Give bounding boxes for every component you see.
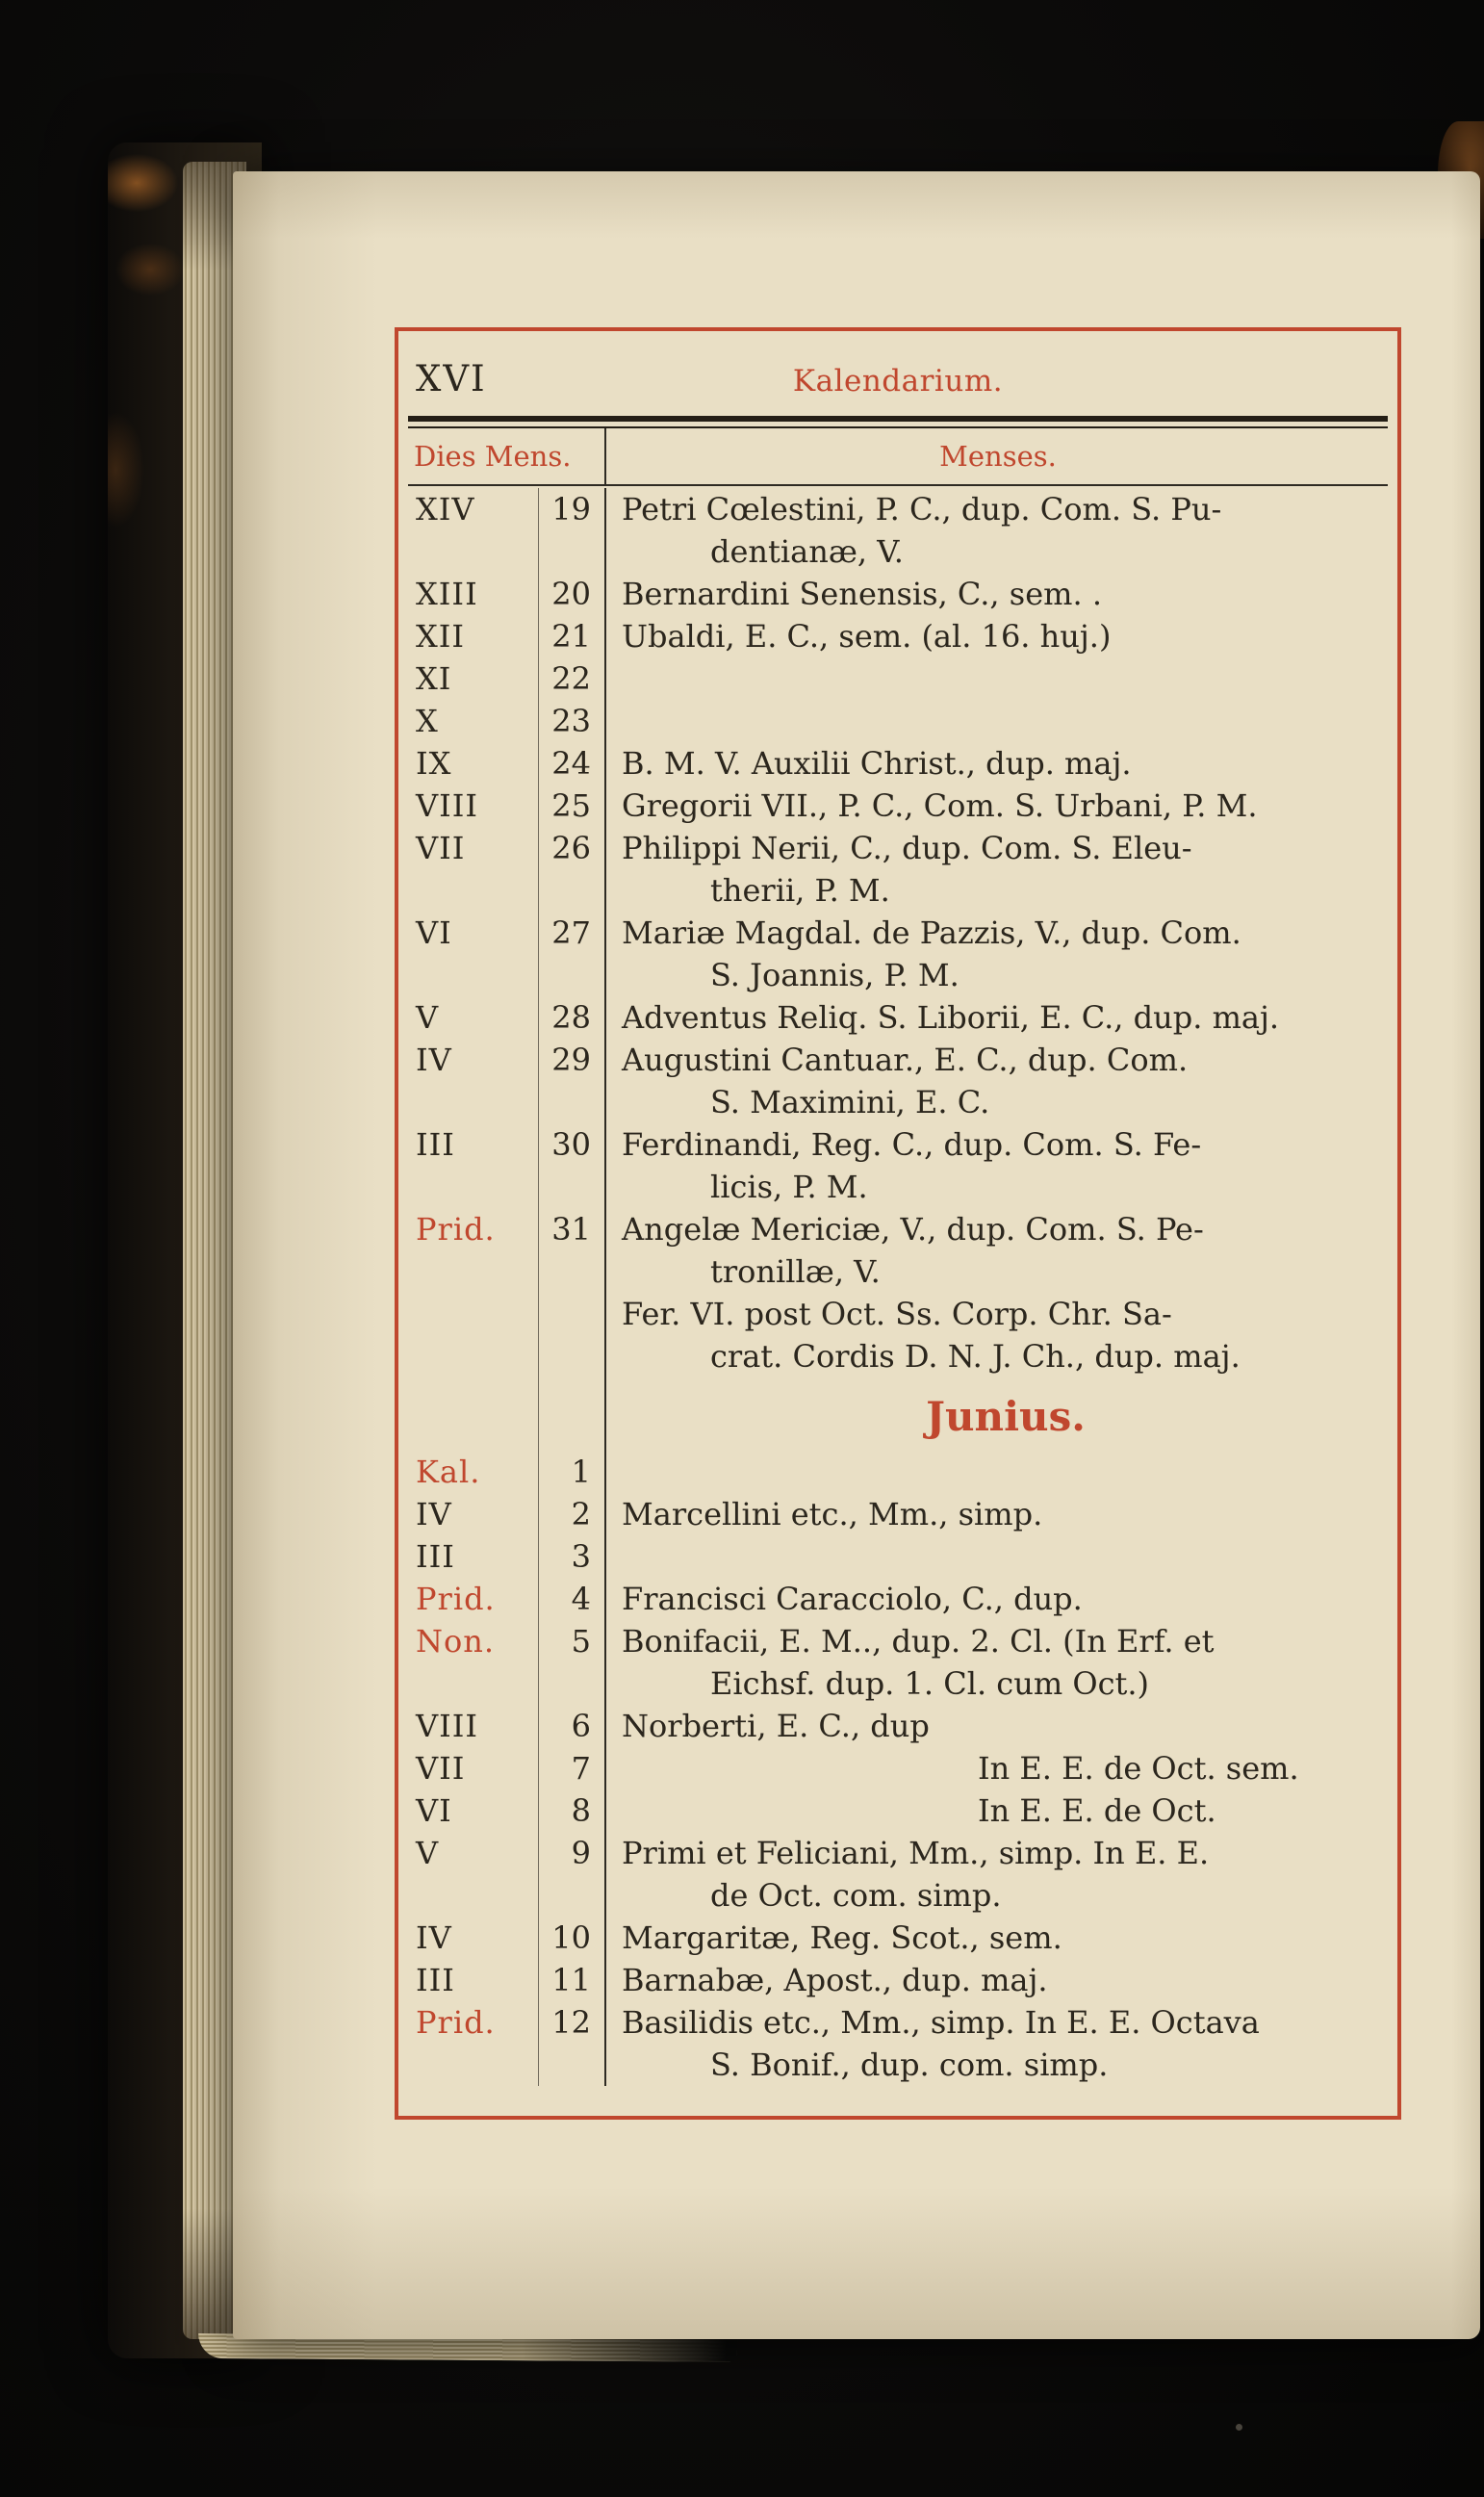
book-page — [233, 171, 1480, 2339]
entry-line: Bonifacii, E. M.., dup. 2. Cl. (In Erf. et — [622, 1623, 1215, 1660]
date-number: 20 — [551, 576, 591, 612]
entry-cell — [606, 827, 1390, 912]
day-label: VI — [416, 914, 452, 951]
entry-line: de Oct. com. simp. — [710, 1877, 1002, 1914]
date-number: 8 — [571, 1792, 591, 1829]
date-cell — [539, 488, 606, 573]
entry-cell — [606, 912, 1390, 996]
date-cell — [539, 827, 606, 912]
day-label-cell — [406, 1493, 539, 1535]
date-number: 3 — [571, 1538, 591, 1575]
date-number: 25 — [551, 787, 591, 824]
day-label-cell — [406, 1959, 539, 2001]
day-label-cell — [406, 488, 539, 573]
date-cell — [539, 1377, 606, 1451]
date-number: 23 — [551, 703, 591, 739]
date-number: 9 — [571, 1835, 591, 1871]
entry-cell — [606, 1377, 1390, 1451]
day-label-cell — [406, 785, 539, 827]
entry-cell — [606, 2001, 1390, 2086]
date-number: 6 — [571, 1708, 591, 1744]
entry-cell — [606, 1578, 1390, 1620]
entry-line: Philippi Nerii, C., dup. Com. S. Eleu- — [622, 830, 1192, 866]
date-number: 5 — [571, 1623, 591, 1660]
entry-line: Gregorii VII., P. C., Com. S. Urbani, P. M. — [622, 787, 1258, 824]
entry-line: Ubaldi, E. C., sem. (al. 16. huj.) — [622, 618, 1112, 655]
entry-line: Mariæ Magdal. de Pazzis, V., dup. Com. — [622, 914, 1241, 951]
date-number: 28 — [551, 999, 591, 1036]
day-label: VIII — [416, 787, 479, 824]
day-label: IX — [416, 745, 452, 782]
entry-line: Petri Cœlestini, P. C., dup. Com. S. Pu- — [622, 491, 1222, 528]
entry-cell — [606, 1747, 1390, 1789]
entry-cell — [606, 1293, 1390, 1377]
entry-cell — [606, 1123, 1390, 1208]
day-label-cell — [406, 1578, 539, 1620]
day-label: XIII — [416, 576, 478, 612]
date-number: 2 — [571, 1496, 591, 1532]
day-label: V — [416, 999, 440, 1036]
day-label: VIII — [416, 1708, 479, 1744]
day-label-cell — [406, 912, 539, 996]
entry-line: Norberti, E. C., dup — [622, 1708, 930, 1744]
date-cell — [539, 912, 606, 996]
date-cell — [539, 1917, 606, 1959]
day-label-cell — [406, 1620, 539, 1705]
date-cell — [539, 1493, 606, 1535]
page-number: XVI — [416, 358, 487, 399]
day-label-cell — [406, 573, 539, 615]
page-header — [406, 354, 1390, 414]
entry-cell — [606, 615, 1390, 657]
entry-line: Ferdinandi, Reg. C., dup. Com. S. Fe- — [622, 1126, 1202, 1163]
entry-line: Margaritæ, Reg. Scot., sem. — [622, 1919, 1062, 1956]
entry-cell — [606, 1620, 1390, 1705]
date-cell — [539, 1039, 606, 1123]
day-label: X — [416, 703, 439, 739]
day-label-cell — [406, 1789, 539, 1832]
running-title: Kalendarium. — [792, 364, 1004, 399]
date-cell — [539, 1959, 606, 2001]
date-cell — [539, 1293, 606, 1377]
entry-line: crat. Cordis D. N. J. Ch., dup. maj. — [710, 1338, 1241, 1375]
day-label-cell — [406, 996, 539, 1039]
date-cell — [539, 1620, 606, 1705]
day-label-cell — [406, 827, 539, 912]
entry-cell — [606, 1705, 1390, 1747]
entry-cell — [606, 488, 1390, 573]
day-label-cell — [406, 657, 539, 700]
day-label-cell — [406, 742, 539, 785]
day-label: VI — [416, 1792, 452, 1829]
date-cell — [539, 573, 606, 615]
entry-line: Fer. VI. post Oct. Ss. Corp. Chr. Sa- — [622, 1296, 1172, 1332]
date-number: 19 — [551, 491, 591, 528]
date-number: 24 — [551, 745, 591, 782]
entry-line: Bernardini Senensis, C., sem. . — [622, 576, 1102, 612]
date-cell — [539, 1123, 606, 1208]
day-label: Prid. — [416, 1581, 496, 1617]
entry-line: Francisci Caracciolo, C., dup. — [622, 1581, 1083, 1617]
entry-line: B. M. V. Auxilii Christ., dup. maj. — [622, 745, 1132, 782]
entry-cell — [606, 1917, 1390, 1959]
dies-mens-header: Dies Mens. — [406, 428, 606, 484]
day-label: IV — [416, 1042, 452, 1078]
entry-cell — [606, 1039, 1390, 1123]
date-cell — [539, 700, 606, 742]
day-label: Non. — [416, 1623, 496, 1660]
day-label-cell — [406, 2001, 539, 2086]
date-cell — [539, 2001, 606, 2086]
header-rule — [408, 484, 1388, 486]
entry-cell — [606, 1959, 1390, 2001]
entry-cell — [606, 1451, 1390, 1493]
entry-line: S. Maximini, E. C. — [710, 1084, 990, 1120]
date-cell — [539, 1208, 606, 1293]
menses-header: Menses. — [939, 440, 1057, 473]
day-label-cell — [406, 1208, 539, 1293]
entry-cell — [606, 657, 1390, 700]
date-cell — [539, 657, 606, 700]
date-number: 29 — [551, 1042, 591, 1078]
date-number: 27 — [551, 914, 591, 951]
date-number: 10 — [551, 1919, 591, 1956]
date-number: 11 — [551, 1962, 591, 1998]
day-label: XIV — [416, 491, 475, 528]
entry-line: dentianæ, V. — [710, 533, 904, 570]
day-label-cell — [406, 700, 539, 742]
month-heading: Junius. — [926, 1393, 1086, 1440]
date-number: 30 — [551, 1126, 591, 1163]
date-cell — [539, 1578, 606, 1620]
entry-cell — [606, 785, 1390, 827]
entry-line: Augustini Cantuar., E. C., dup. Com. — [622, 1042, 1189, 1078]
day-label-cell — [406, 1293, 539, 1377]
date-number: 26 — [551, 830, 591, 866]
entry-line: S. Bonif., dup. com. simp. — [710, 2047, 1109, 2083]
day-label: III — [416, 1538, 455, 1575]
date-number: 22 — [551, 660, 591, 697]
date-number: 21 — [551, 618, 591, 655]
entry-cell — [606, 1535, 1390, 1578]
day-label-cell — [406, 1747, 539, 1789]
day-label: III — [416, 1962, 455, 1998]
day-label-cell — [406, 615, 539, 657]
day-label-cell — [406, 1917, 539, 1959]
day-label-cell — [406, 1705, 539, 1747]
entry-line: Primi et Feliciani, Mm., simp. In E. E. — [622, 1835, 1210, 1871]
date-cell — [539, 1789, 606, 1832]
day-label: Kal. — [416, 1454, 481, 1490]
day-label: VII — [416, 1750, 466, 1787]
date-cell — [539, 742, 606, 785]
date-number: 12 — [551, 2004, 591, 2041]
entry-line: In E. E. de Oct. sem. — [978, 1750, 1299, 1787]
entry-line: Eichsf. dup. 1. Cl. cum Oct.) — [710, 1665, 1149, 1702]
entry-line: In E. E. de Oct. — [978, 1792, 1216, 1829]
entry-line: Adventus Reliq. S. Liborii, E. C., dup. maj. — [622, 999, 1280, 1036]
entry-cell — [606, 573, 1390, 615]
day-label-cell — [406, 1039, 539, 1123]
entry-line: S. Joannis, P. M. — [710, 957, 959, 993]
date-cell — [539, 1535, 606, 1578]
printed-frame — [395, 327, 1401, 2120]
entry-cell — [606, 700, 1390, 742]
entry-line: Angelæ Mericiæ, V., dup. Com. S. Pe- — [622, 1211, 1204, 1248]
entry-cell — [606, 1832, 1390, 1917]
date-number: 31 — [551, 1211, 591, 1248]
day-label: Prid. — [416, 2004, 496, 2041]
entry-cell — [606, 742, 1390, 785]
day-label: IV — [416, 1496, 452, 1532]
dust-speck — [1236, 2424, 1242, 2431]
day-label-cell — [406, 1123, 539, 1208]
day-label-cell — [406, 1377, 539, 1451]
day-label: V — [416, 1835, 440, 1871]
date-cell — [539, 996, 606, 1039]
date-cell — [539, 1451, 606, 1493]
entry-line: therii, P. M. — [710, 872, 890, 909]
entry-cell — [606, 1493, 1390, 1535]
day-label-cell — [406, 1832, 539, 1917]
date-number: 4 — [571, 1581, 591, 1617]
day-label-cell — [406, 1451, 539, 1493]
entry-cell — [606, 1789, 1390, 1832]
entry-line: Basilidis etc., Mm., simp. In E. E. Octava — [622, 2004, 1260, 2041]
day-label: VII — [416, 830, 466, 866]
date-number: 7 — [571, 1750, 591, 1787]
entry-cell — [606, 996, 1390, 1039]
column-headers — [406, 428, 1390, 484]
date-cell — [539, 1747, 606, 1789]
date-cell — [539, 785, 606, 827]
date-number: 1 — [571, 1454, 591, 1490]
calendar-table — [406, 488, 1390, 2086]
day-label: XII — [416, 618, 466, 655]
entry-line: tronillæ, V. — [710, 1253, 881, 1290]
date-cell — [539, 1705, 606, 1747]
day-label: III — [416, 1126, 455, 1163]
entry-line: licis, P. M. — [710, 1169, 868, 1205]
day-label: XI — [416, 660, 452, 697]
entry-cell — [606, 1208, 1390, 1293]
double-rule — [408, 416, 1388, 428]
day-label: IV — [416, 1919, 452, 1956]
day-label: Prid. — [416, 1211, 496, 1248]
entry-line: Barnabæ, Apost., dup. maj. — [622, 1962, 1048, 1998]
date-cell — [539, 615, 606, 657]
entry-line: Marcellini etc., Mm., simp. — [622, 1496, 1043, 1532]
day-label-cell — [406, 1535, 539, 1578]
date-cell — [539, 1832, 606, 1917]
